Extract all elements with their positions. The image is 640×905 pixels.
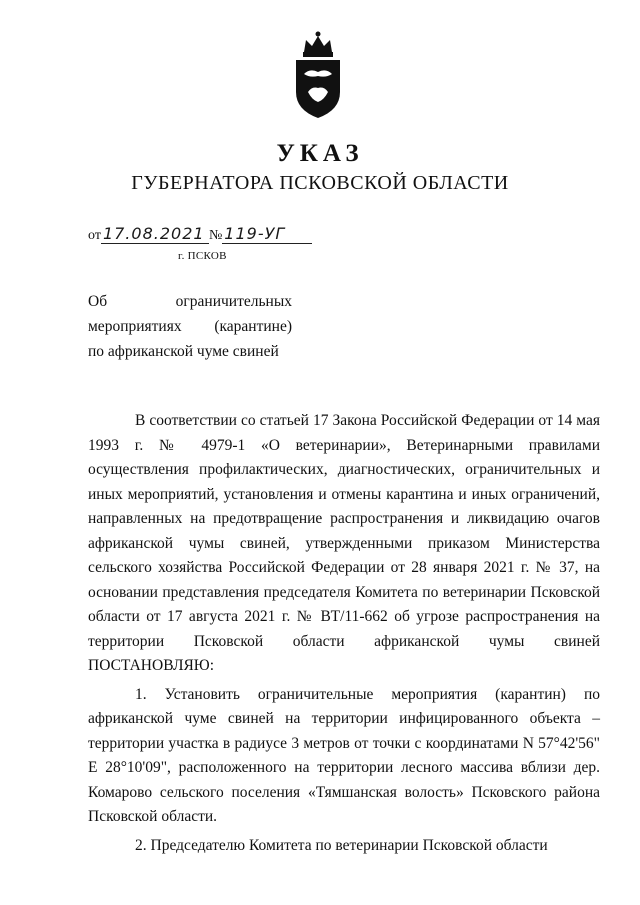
clause-2-paragraph: 2. Председателю Комитета по ветеринарии Псковской области	[135, 836, 548, 854]
preamble-paragraph: В соответствии со статьей 17 Закона Российской Федерации от 14 мая 1993 г. № 4979-1 «О ветеринарии», Ветеринарными правилами осуществления профилактических, диагностических, ограничительных и иных мероприятий, установления и отмены карантина и иных ограничений, направленных на предотвращение распространения и ликвидацию очагов африканской чумы свиней, утвержденными приказом Министерства сельского хозяйства Российской Федерации от 28 января 2021 г. № 37, на основании представления председателя Комитета по ветеринарии Псковской области от 17 августа 2021 г. № ВТ/11-662 об угрозе распространения на территории Псковской области африканской чумы свиней ПОСТАНОВЛЯЮ:	[88, 412, 600, 674]
number-label: №	[208, 228, 223, 243]
issue-date: 17.08.2021	[101, 224, 209, 244]
subject-word: ограничительных	[175, 293, 292, 310]
decree-subject	[88, 289, 292, 364]
subject-word: (карантине)	[214, 318, 292, 335]
decree-body	[88, 409, 600, 858]
document-title: УКАЗ	[276, 140, 364, 167]
subject-word: мероприятиях	[88, 318, 182, 335]
issue-city: г. ПСКОВ	[178, 250, 227, 262]
subject-word: Об	[88, 293, 108, 310]
from-label: от	[88, 228, 101, 243]
document-issuer: ГУБЕРНАТОРА ПСКОВСКОЙ ОБЛАСТИ	[131, 172, 509, 194]
pskov-coat-of-arms-icon	[290, 30, 346, 120]
issue-line	[88, 224, 312, 244]
clause-1-paragraph: 1. Установить ограничительные мероприятия (карантин) по африканской чуме свиней на территории инфицированного объекта – территории участка в радиусе 3 метров от точки с координатами N 57°42'56" E 28°10'09", расположенного на территории лесного массива вблизи дер. Комарово сельского поселения «Тямшанская волость» Псковского района Псковской области.	[88, 685, 600, 825]
issue-number: 119-УГ	[222, 224, 312, 244]
subject-line: по африканской чуме свиней	[88, 343, 279, 360]
